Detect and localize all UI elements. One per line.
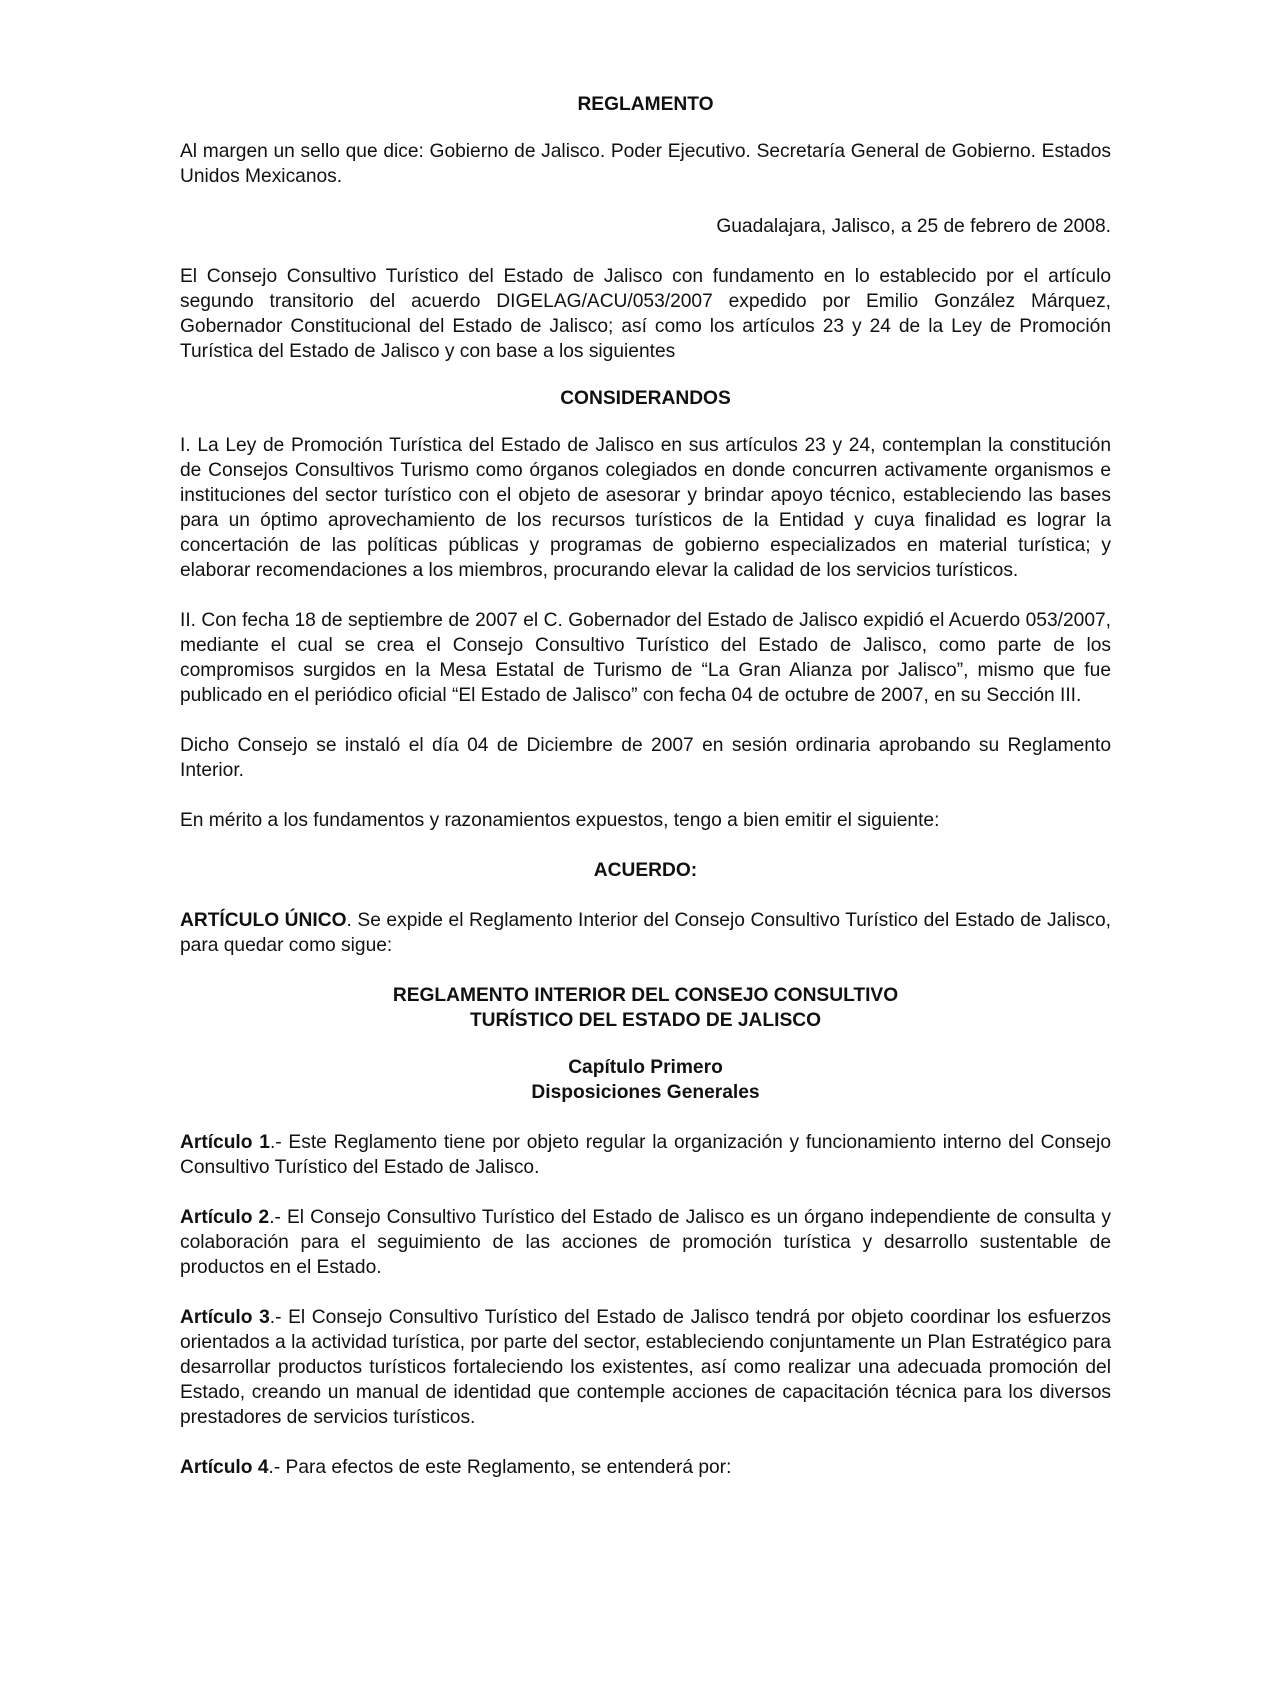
document-content bbox=[180, 92, 1111, 1480]
article-label: Artículo 1 bbox=[180, 1132, 270, 1153]
considerandos-heading: CONSIDERANDOS bbox=[560, 388, 731, 409]
article-2 bbox=[180, 1205, 1111, 1280]
article-4 bbox=[180, 1455, 1111, 1480]
document-title: REGLAMENTO bbox=[577, 94, 714, 115]
articulo-unico bbox=[180, 908, 1111, 958]
article-text: .- Este Reglamento tiene por objeto regular la organización y funcionamiento interno del Consejo Consultivo Turístico del Estado de Jalisco. bbox=[180, 1132, 1111, 1178]
articulo-unico-label: ARTÍCULO ÚNICO bbox=[180, 910, 347, 931]
article-text: .- El Consejo Consultivo Turístico del Estado de Jalisco es un órgano independiente de consulta y colaboración para el seguimiento de las acciones de promoción turística y desarrollo sustentable de productos en el Estado. bbox=[180, 1207, 1111, 1278]
chapter-title: Capítulo Primero bbox=[568, 1057, 723, 1078]
article-3 bbox=[180, 1305, 1111, 1430]
article-label: Artículo 4 bbox=[180, 1457, 269, 1478]
article-text: .- El Consejo Consultivo Turístico del Estado de Jalisco tendrá por objeto coordinar los esfuerzos orientados a la actividad turística, por parte del sector, estableciendo conjuntamente un Plan Estratégico para desarrollar productos turísticos fortaleciendo los existentes, así como realizar una adecuada promoción del Estado, creando un manual de identidad que contemple acciones de capacitación técnica para los diversos prestadores de servicios turísticos. bbox=[180, 1307, 1111, 1428]
installation-paragraph: Dicho Consejo se instaló el día 04 de Diciembre de 2007 en sesión ordinaria aprobando su Reglamento Interior. bbox=[180, 735, 1111, 781]
considerando-2: II. Con fecha 18 de septiembre de 2007 el C. Gobernador del Estado de Jalisco expidió el Acuerdo 053/2007, mediante el cual se crea el Consejo Consultivo Turístico del Estado de Jalisco, como parte de los compromisos surgidos en la Mesa Estatal de Turismo de “La Gran Alianza por Jalisco”, mismo que fue publicado en el periódico oficial “El Estado de Jalisco” con fecha 04 de octubre de 2007, en su Sección III. bbox=[180, 610, 1111, 706]
chapter-subtitle: Disposiciones Generales bbox=[531, 1082, 760, 1103]
margin-note: Al margen un sello que dice: Gobierno de Jalisco. Poder Ejecutivo. Secretaría General de Gobierno. Estados Unidos Mexicanos. bbox=[180, 141, 1111, 187]
article-text: .- Para efectos de este Reglamento, se entenderá por: bbox=[268, 1457, 732, 1478]
reglamento-title-line-2: TURÍSTICO DEL ESTADO DE JALISCO bbox=[469, 1010, 822, 1031]
intro-paragraph: El Consejo Consultivo Turístico del Estado de Jalisco con fundamento en lo establecido por el artículo segundo transitorio del acuerdo DIGELAG/ACU/053/2007 expedido por Emilio González Márquez, Gobernador Constitucional del Estado de Jalisco; así como los artículos 23 y 24 de la Ley de Promoción Turística del Estado de Jalisco y con base a los siguientes bbox=[180, 266, 1111, 362]
merit-paragraph: En mérito a los fundamentos y razonamientos expuestos, tengo a bien emitir el siguiente: bbox=[180, 810, 940, 831]
considerando-1: I. La Ley de Promoción Turística del Estado de Jalisco en sus artículos 23 y 24, contemplan la constitución de Consejos Consultivos Turismo como órganos colegiados en donde concurren activamente organismos e instituciones del sector turístico con el objeto de asesorar y brindar apoyo técnico, estableciendo las bases para un óptimo aprovechamiento de los recursos turísticos de la Entidad y cuya finalidad es lograr la concertación de las políticas públicas y programas de gobierno especializados en material turística; y elaborar recomendaciones a los miembros, procurando elevar la calidad de los servicios turísticos. bbox=[180, 435, 1111, 581]
article-1 bbox=[180, 1130, 1111, 1180]
reglamento-title-line-1: REGLAMENTO INTERIOR DEL CONSEJO CONSULTIVO bbox=[392, 985, 899, 1006]
article-label: Artículo 2 bbox=[180, 1207, 270, 1228]
article-label: Artículo 3 bbox=[180, 1307, 270, 1328]
articulo-unico-text: . Se expide el Reglamento Interior del Consejo Consultivo Turístico del Estado de Jalisco, para quedar como sigue: bbox=[180, 910, 1112, 956]
place-date: Guadalajara, Jalisco, a 25 de febrero de 2008. bbox=[716, 216, 1111, 237]
acuerdo-heading: ACUERDO: bbox=[593, 860, 698, 881]
